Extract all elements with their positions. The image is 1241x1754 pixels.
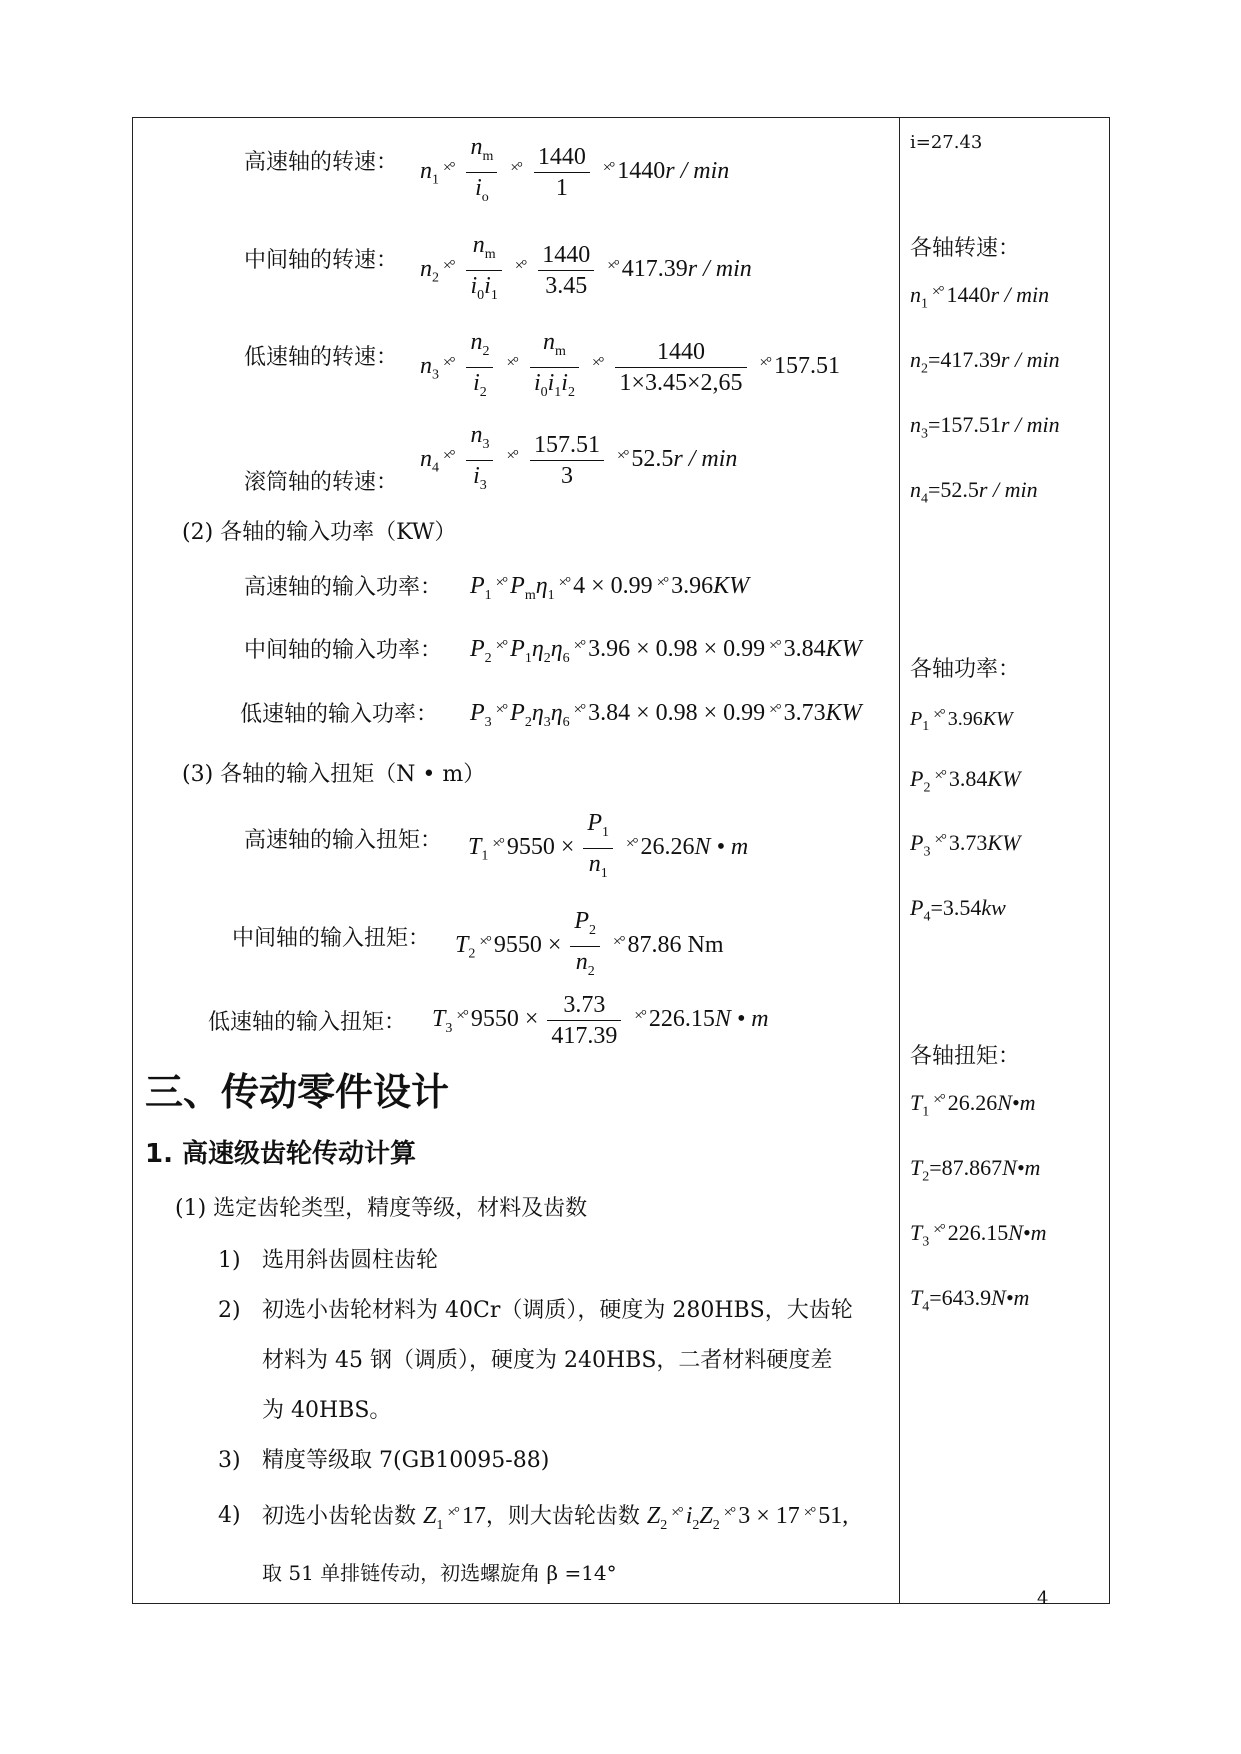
sidebar-t4: $T_4=643.9N•m$ <box>910 1285 1030 1315</box>
sidebar-t2: $T_2=87.867N•m$ <box>910 1155 1041 1185</box>
torque-t1-label: 高速轴的输入扭矩： <box>244 828 443 853</box>
torque-t1-formula: $T_1^{\times^\circ}$ 9550 × $\frac{P_1}{n_1}$ ×° 26.26N • m <box>468 810 749 881</box>
torque-t3-formula: $T_3^{\times^\circ}$ 9550 × $\frac{3.73}{417.39}$ ×° 226.15N • m <box>432 992 769 1049</box>
sidebar-n1: $n_1^{\times^\circ}$ 1440r / min <box>910 282 1050 312</box>
section-title: 三、传动零件设计 <box>145 1070 450 1114</box>
item-3-text: 精度等级取 7(GB10095-88) <box>262 1448 550 1473</box>
sidebar-p1: $P_1^{\times^\circ}$ 3.96KW <box>910 707 1013 734</box>
speed-n4-label: 滚筒轴的转速： <box>244 470 399 495</box>
torque-t2-label: 中间轴的输入扭矩： <box>232 926 431 951</box>
item-2-text-line2: 材料为 45 钢（调质），硬度为 240HBS，二者材料硬度差 <box>262 1348 833 1373</box>
item-4-tail: 取 51 单排链传动，初选螺旋角 β =14° <box>262 1561 617 1585</box>
item-1-text: 选用斜齿圆柱齿轮 <box>262 1248 439 1273</box>
item-4-text: 初选小齿轮齿数 $Z_1^{\times^\circ}$ 17，则大齿轮齿数 $Z_2^{\times^\circ}$ $i_2Z_2^{\times^\circ}$ 3 × 17 ×° 51, <box>262 1503 849 1533</box>
power-p1-formula: $P_1^{\times^\circ}$ $P_m\eta_1^{\times^\circ}$ 4 × 0.99 ×° 3.96KW <box>470 573 750 603</box>
sidebar-p4: $P_4=3.54kw$ <box>910 895 1006 925</box>
speed-n1-formula: $n_1^{\times^\circ}$ $\frac{n_m}{i_o}$ ×° $\frac{1440}{1}$ ×° 1440r / min <box>420 134 730 205</box>
sidebar-n2: $n_2=417.39r / \min$ <box>910 347 1060 377</box>
sidebar-speed-title: 各轴转速： <box>910 236 1021 261</box>
sidebar-power-title: 各轴功率： <box>910 657 1021 682</box>
torque-t2-formula: $T_2^{\times^\circ}$ 9550 × $\frac{P_2}{n_2}$ ×° 87.86 Nm <box>455 908 724 979</box>
page-number: 4 <box>1037 1588 1049 1609</box>
item-3-no: 3) <box>218 1448 241 1473</box>
step1-heading: (1) 选定齿轮类型，精度等级，材料及齿数 <box>175 1196 588 1221</box>
speed-n1-row <box>244 150 398 176</box>
power-p2-label: 中间轴的输入功率： <box>244 638 443 663</box>
speed-n4-formula: $n_4^{\times^\circ}$ $\frac{n_3}{i_3}$ ×° $\frac{157.51}{3}$ ×° 52.5r / min <box>420 422 738 493</box>
item-2-text-line3: 为 40HBS。 <box>262 1398 392 1423</box>
sidebar-p2: $P_2^{\times^\circ}$ 3.84KW <box>910 766 1021 796</box>
sidebar-n3: $n_3=157.51r / \min$ <box>910 412 1060 442</box>
item-2-no: 2) <box>218 1298 241 1323</box>
power-p2-formula: $P_2^{\times^\circ}$ $P_1\eta_2\eta_6^{\times^\circ}$ 3.96 × 0.98 × 0.99 ×° 3.84KW <box>470 636 862 666</box>
section-subtitle: 1. 高速级齿轮传动计算 <box>145 1139 417 1169</box>
item-4-no: 4) <box>218 1503 241 1528</box>
speed-n2-formula: $n_2^{\times^\circ}$ $\frac{n_m}{i_0i_1}$ ×° $\frac{1440}{3.45}$ ×° 417.39r / min <box>420 232 752 303</box>
speed-n3-label: 低速轴的转速： <box>244 345 399 370</box>
power-p3-label: 低速轴的输入功率： <box>240 702 439 727</box>
sidebar-t1: $T_1^{\times^\circ}$ 26.26N•m <box>910 1090 1036 1120</box>
torque-t3-label: 低速轴的输入扭矩： <box>208 1010 407 1035</box>
sidebar-ratio: i=27.43 <box>910 132 983 153</box>
speed-n3-formula: $n_3^{\times^\circ}$ $\frac{n_2}{i_2}$ ×° $\frac{n_m}{i_0i_1i_2}$ ×° $\frac{1440}{1\times 3.45\times 2,65}$ ×° 157.51 <box>420 329 840 400</box>
speed-n1-label: 高速轴的转速： <box>244 150 399 175</box>
sidebar-p3: $P_3^{\times^\circ}$ 3.73KW <box>910 830 1021 860</box>
power-p3-formula: $P_3^{\times^\circ}$ $P_2\eta_3\eta_6^{\times^\circ}$ 3.84 × 0.98 × 0.99 ×° 3.73KW <box>470 700 862 730</box>
power-p1-label: 高速轴的输入功率： <box>244 575 443 600</box>
sidebar-n4: $n_4=52.5r / \min$ <box>910 477 1038 507</box>
speed-n2-label: 中间轴的转速： <box>244 248 399 273</box>
torque-heading: (3) 各轴的输入扭矩（N • m） <box>182 762 486 787</box>
sidebar-torque-title: 各轴扭矩： <box>910 1044 1021 1069</box>
item-2-text-line1: 初选小齿轮材料为 40Cr（调质），硬度为 280HBS，大齿轮 <box>262 1298 853 1323</box>
power-heading: (2) 各轴的输入功率（KW） <box>182 520 457 545</box>
sidebar-t3: $T_3^{\times^\circ}$ 226.15N•m <box>910 1220 1047 1250</box>
column-divider <box>899 117 900 1604</box>
item-1-no: 1) <box>218 1248 241 1273</box>
